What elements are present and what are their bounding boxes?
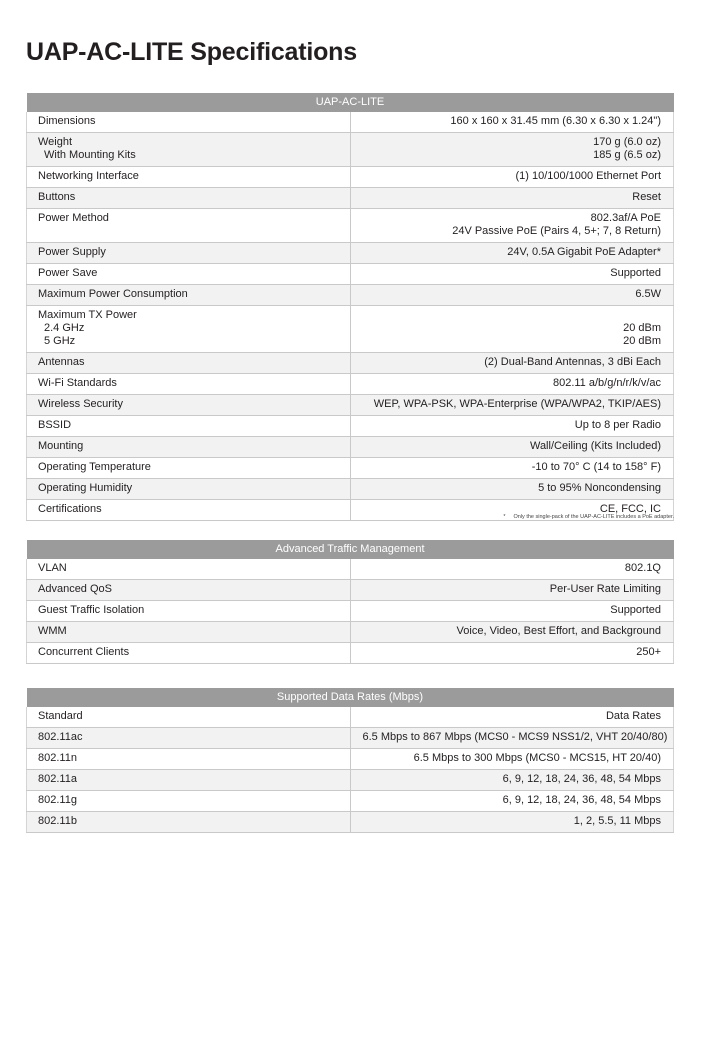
data-rates-header: Supported Data Rates (Mbps) — [27, 688, 674, 707]
footnote-text: Only the single-pack of the UAP-AC-LITE includes a PoE adapter. — [513, 514, 674, 520]
table-row — [27, 601, 674, 622]
spec-label: Operating Temperature — [27, 458, 351, 479]
footnote — [503, 514, 674, 520]
spec-label: Antennas — [27, 353, 351, 374]
spec-value: (1) 10/100/1000 Ethernet Port — [350, 167, 674, 188]
footnote-mark: * — [503, 514, 506, 520]
spec-value: CE, FCC, IC — [350, 500, 674, 521]
spec-value: Supported — [350, 264, 674, 285]
spec-label: 802.11n — [27, 749, 351, 770]
spec-label: Standard — [27, 707, 351, 728]
spec-label: Wireless Security — [27, 395, 351, 416]
spec-value — [350, 306, 674, 353]
spec-value: (2) Dual-Band Antennas, 3 dBi Each — [350, 353, 674, 374]
table-row — [27, 479, 674, 500]
spec-value: Supported — [350, 601, 674, 622]
table-row — [27, 812, 674, 833]
spec-value-line: 24V Passive PoE (Pairs 4, 5+; 7, 8 Return) — [452, 225, 661, 237]
specifications-header: UAP-AC-LITE — [27, 93, 674, 112]
table-row — [27, 416, 674, 437]
table-row — [27, 707, 674, 728]
spec-value — [350, 133, 674, 167]
table-row — [27, 728, 674, 749]
spec-value: Data Rates — [350, 707, 674, 728]
data-rates-table — [26, 688, 674, 833]
spec-sublabel: 2.4 GHz — [44, 322, 85, 334]
table-row — [27, 112, 674, 133]
specifications-table — [26, 93, 674, 521]
spec-label: Maximum Power Consumption — [27, 285, 351, 306]
spec-label: 802.11b — [27, 812, 351, 833]
spec-label: Power Supply — [27, 243, 351, 264]
table-row — [27, 622, 674, 643]
spec-value-line: 170 g (6.0 oz) — [593, 136, 661, 148]
table-row — [27, 395, 674, 416]
spec-label — [27, 209, 351, 243]
spec-label: VLAN — [27, 559, 351, 580]
spec-value: WEP, WPA-PSK, WPA-Enterprise (WPA/WPA2, TKIP/AES) — [350, 395, 674, 416]
spec-value: 1, 2, 5.5, 11 Mbps — [350, 812, 674, 833]
traffic-management-table — [26, 540, 674, 664]
table-row — [27, 353, 674, 374]
table-row — [27, 306, 674, 353]
spec-value — [350, 209, 674, 243]
spec-label: BSSID — [27, 416, 351, 437]
table-row — [27, 209, 674, 243]
spec-value: Voice, Video, Best Effort, and Background — [350, 622, 674, 643]
spec-label: Dimensions — [27, 112, 351, 133]
spec-value: 6.5 Mbps to 867 Mbps (MCS0 - MCS9 NSS1/2, VHT 20/40/80) — [350, 728, 674, 749]
spec-label: Power Save — [27, 264, 351, 285]
spec-label: Guest Traffic Isolation — [27, 601, 351, 622]
page-title: UAP-AC-LITE Specifications — [26, 38, 357, 66]
table-row — [27, 167, 674, 188]
spec-label — [27, 133, 351, 167]
spec-value: 160 x 160 x 31.45 mm (6.30 x 6.30 x 1.24") — [350, 112, 674, 133]
spec-label: WMM — [27, 622, 351, 643]
spec-label — [27, 306, 351, 353]
spec-value-line: 20 dBm — [623, 335, 661, 347]
spec-label-text: Power Method — [38, 212, 109, 224]
spec-label: Certifications — [27, 500, 351, 521]
spec-value: 6, 9, 12, 18, 24, 36, 48, 54 Mbps — [350, 770, 674, 791]
spec-label: 802.11a — [27, 770, 351, 791]
table-row — [27, 133, 674, 167]
table-row — [27, 770, 674, 791]
spec-value: 6.5W — [350, 285, 674, 306]
table-row — [27, 264, 674, 285]
spec-value: 250+ — [350, 643, 674, 664]
table-row — [27, 791, 674, 812]
spec-label: Operating Humidity — [27, 479, 351, 500]
table-row — [27, 643, 674, 664]
table-row — [27, 458, 674, 479]
spec-label: Networking Interface — [27, 167, 351, 188]
table-row — [27, 285, 674, 306]
spec-label: 802.11g — [27, 791, 351, 812]
spec-value: 802.11 a/b/g/n/r/k/v/ac — [350, 374, 674, 395]
spec-value: Per-User Rate Limiting — [350, 580, 674, 601]
spec-label: Wi-Fi Standards — [27, 374, 351, 395]
spec-label: Mounting — [27, 437, 351, 458]
spec-value: 6.5 Mbps to 300 Mbps (MCS0 - MCS15, HT 20/40) — [350, 749, 674, 770]
table-row — [27, 374, 674, 395]
spec-label: Buttons — [27, 188, 351, 209]
spec-sublabel: 5 GHz — [44, 335, 76, 347]
table-row — [27, 580, 674, 601]
spec-value: 802.1Q — [350, 559, 674, 580]
table-row — [27, 188, 674, 209]
spec-value: Reset — [350, 188, 674, 209]
spec-label-text: Maximum TX Power — [38, 309, 137, 321]
spec-value-line: 20 dBm — [623, 322, 661, 334]
spec-sublabel: With Mounting Kits — [44, 149, 136, 161]
spec-value: Wall/Ceiling (Kits Included) — [350, 437, 674, 458]
spec-label: Advanced QoS — [27, 580, 351, 601]
table-row — [27, 437, 674, 458]
spec-value: 5 to 95% Noncondensing — [350, 479, 674, 500]
spec-value-line: 802.3af/A PoE — [590, 212, 661, 224]
spec-value: Up to 8 per Radio — [350, 416, 674, 437]
table-row — [27, 749, 674, 770]
spec-value: 6, 9, 12, 18, 24, 36, 48, 54 Mbps — [350, 791, 674, 812]
spec-label-text: Weight — [38, 136, 73, 148]
spec-value: 24V, 0.5A Gigabit PoE Adapter* — [350, 243, 674, 264]
spec-label: Concurrent Clients — [27, 643, 351, 664]
table-row — [27, 243, 674, 264]
table-row — [27, 559, 674, 580]
spec-label: 802.11ac — [27, 728, 351, 749]
spec-value: -10 to 70° C (14 to 158° F) — [350, 458, 674, 479]
spec-value-line: 185 g (6.5 oz) — [593, 149, 661, 161]
traffic-management-header: Advanced Traffic Management — [27, 540, 674, 559]
